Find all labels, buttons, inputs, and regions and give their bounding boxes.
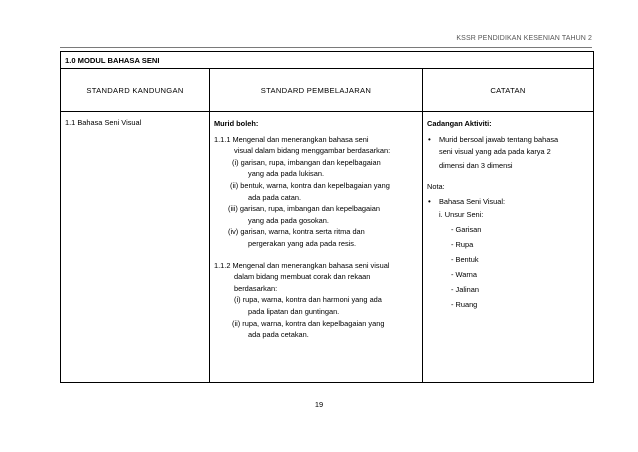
bullet-icon: • — [428, 196, 431, 206]
standard-1-1-1-cont: visual dalam bidang menggambar berdasarkan: — [234, 146, 391, 156]
activity-bullet — [427, 134, 589, 146]
unsur-item-ruang: - Ruang — [451, 300, 478, 310]
sub-item-ii: (ii) bentuk, warna, kontra dan kepelbagaian yang — [230, 180, 390, 190]
pembelajaran-cell — [210, 112, 423, 383]
catatan-heading: Cadangan Aktiviti: — [427, 119, 492, 128]
sub-item-112-ii-cont: ada pada cetakan. — [248, 330, 309, 340]
sub-item-iv: (iv) garisan, warna, kontra serta ritma dan — [228, 227, 365, 237]
unsur-item-jalinan: - Jalinan — [451, 285, 479, 295]
catatan-cell — [423, 112, 594, 383]
sub-item-112-i-cont: pada lipatan dan guntingan. — [248, 306, 340, 316]
running-header: KSSR PENDIDIKAN KESENIAN TAHUN 2 — [456, 35, 592, 42]
page-number: 19 — [314, 400, 324, 409]
module-title: 1.0 MODUL BAHASA SENI — [61, 52, 594, 69]
module-row — [61, 52, 594, 69]
sub-item-iii-cont: yang ada pada gosokan. — [248, 215, 329, 225]
bullet-icon: • — [428, 134, 431, 144]
content-row — [61, 112, 594, 383]
standard-1-1-2-cont: dalam bidang membuat corak dan rekaan — [234, 272, 371, 282]
curriculum-table — [60, 51, 594, 383]
unsur-item-warna: - Warna — [451, 270, 478, 280]
kandungan-cell — [61, 112, 210, 383]
pembelajaran-heading: Murid boleh: — [214, 119, 259, 128]
kandungan-text: 1.1 Bahasa Seni Visual — [65, 118, 142, 127]
header-standard-pembelajaran: STANDARD PEMBELAJARAN — [210, 69, 423, 112]
unsur-item-garisan: - Garisan — [451, 225, 482, 235]
sub-item-ii-cont: ada pada catan. — [248, 192, 302, 202]
header-rule — [60, 47, 592, 48]
bsv-text: Bahasa Seni Visual: — [439, 196, 506, 206]
unsur-item-bentuk: - Bentuk — [451, 255, 479, 265]
activity-text-cont-2: dimensi dan 3 dimensi — [439, 161, 513, 171]
header-standard-kandungan: STANDARD KANDUNGAN — [61, 69, 210, 112]
sub-item-i: (i) garisan, rupa, imbangan dan kepelbagaian — [232, 157, 381, 167]
standard-1-1-1: 1.1.1 Mengenal dan menerangkan bahasa seni — [214, 134, 369, 144]
column-header-row — [61, 69, 594, 112]
sub-item-iv-cont: pergerakan yang ada pada resis. — [248, 238, 357, 248]
unsur-item-rupa: - Rupa — [451, 240, 474, 250]
sub-item-i-cont: yang ada pada lukisan. — [248, 169, 325, 179]
standard-1-1-2: 1.1.2 Mengenal dan menerangkan bahasa seni visual — [214, 260, 390, 270]
unsur-seni-label: i. Unsur Seni: — [439, 210, 484, 220]
activity-text: Murid bersoal jawab tentang bahasa — [439, 134, 559, 144]
activity-text-cont: seni visual yang ada pada karya 2 — [439, 147, 551, 157]
standard-1-1-2-cont-2: berdasarkan: — [234, 283, 278, 293]
bsv-bullet — [427, 196, 589, 208]
sub-item-iii: (iii) garisan, rupa, imbangan dan kepelbagaian — [228, 204, 381, 214]
sub-item-112-ii: (ii) rupa, warna, kontra dan kepelbagaian yang — [232, 318, 385, 328]
header-catatan: CATATAN — [423, 69, 594, 112]
nota-label: Nota: — [427, 182, 445, 192]
sub-item-112-i: (i) rupa, warna, kontra dan harmoni yang ada — [234, 295, 382, 305]
